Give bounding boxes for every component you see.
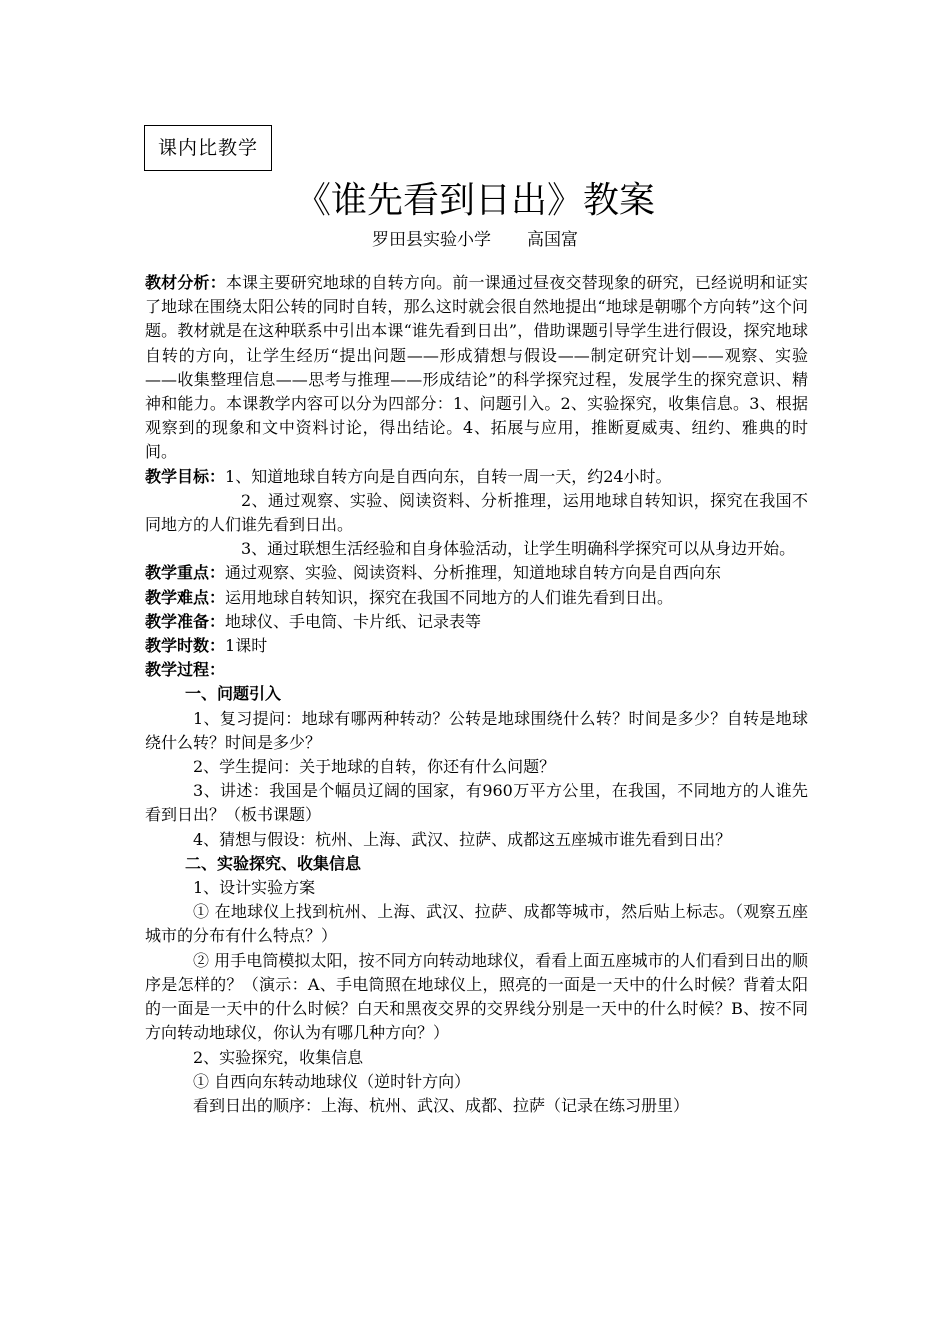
difficulty-line bbox=[145, 586, 808, 610]
list-item: 看到日出的顺序：上海、杭州、武汉、成都、拉萨（记录在练习册里） bbox=[193, 1095, 690, 1115]
page-title: 《谁先看到日出》教案 bbox=[294, 180, 655, 221]
list-item: 3、讲述：我国是个幅员辽阔的国家，有960万平方公里，在我国，不同地方的人谁先看到日出？（板书课题） bbox=[145, 781, 808, 825]
goal-item: 2、通过观察、实验、阅读资料、分析推理，运用地球自转知识，探究在我国不同地方的人们谁先看到日出。 bbox=[145, 490, 808, 535]
section-heading: 二、实验探究、收集信息 bbox=[185, 853, 362, 873]
duration-text: 1课时 bbox=[225, 636, 268, 656]
goal-item: 3、通过联想生活经验和自身体验活动，让学生明确科学探究可以从身边开始。 bbox=[241, 539, 796, 559]
section-heading: 一、问题引入 bbox=[185, 684, 282, 704]
list-item: 2、学生提问：关于地球的自转，你还有什么问题？ bbox=[193, 757, 556, 777]
difficulty-text: 运用地球自转知识，探究在我国不同地方的人们谁先看到日出。 bbox=[225, 587, 674, 607]
process-label: 教学过程： bbox=[145, 660, 226, 680]
author-name: 高国富 bbox=[527, 230, 578, 250]
list-item: ① 自西向东转动地球仪（逆时针方向） bbox=[193, 1071, 471, 1091]
list-item: 1、设计实验方案 bbox=[193, 878, 316, 898]
difficulty-label: 教学难点： bbox=[145, 587, 226, 607]
lesson-tag-box: 课内比教学 bbox=[144, 125, 272, 171]
list-item: 2、实验探究，收集信息 bbox=[193, 1047, 364, 1067]
key-point-line bbox=[145, 561, 808, 585]
goal-item bbox=[145, 465, 808, 489]
goals-label: 教学目标： bbox=[145, 466, 226, 486]
school-name: 罗田县实验小学 bbox=[372, 230, 491, 250]
goal-text: 1、知道地球自转方向是自西向东，自转一周一天，约24小时。 bbox=[225, 466, 672, 486]
list-item: 1、复习提问：地球有哪两种转动？公转是地球围绕什么转？时间是多少？自转是地球绕什么转？时间是多少？ bbox=[145, 708, 808, 752]
duration-line bbox=[145, 634, 808, 658]
preparation-text: 地球仪、手电筒、卡片纸、记录表等 bbox=[225, 611, 482, 631]
preparation-line bbox=[145, 610, 808, 634]
analysis-text: 本课主要研究地球的自转方向。前一课通过昼夜交替现象的研究，已经说明和证实了地球在围绕太阳公转的同时自转，那么这时就会很自然地提出“地球是朝哪个方向转”这个问题。教材就是在这种联系中引出本课“谁先看到日出”，借助课题引导学生进行假设，探究地球自转的方向，让学生经历“提出问题——形成猜想与假设——制定研究计划——观察、实验——收集整理信息——思考与推理——形成结论”的科学探究过程，发展学生的探究意识、精神和能力。本课教学内容可以分为四部分：1、问题引入。2、实验探究，收集信息。3、根据观察到的现象和文中资料讨论，得出结论。4、拓展与应用，推断夏威夷、纽约、雅典的时间。 bbox=[145, 273, 808, 462]
analysis-paragraph bbox=[145, 271, 808, 465]
list-item: 4、猜想与假设：杭州、上海、武汉、拉萨、成都这五座城市谁先看到日出？ bbox=[193, 829, 732, 849]
preparation-label: 教学准备： bbox=[145, 611, 226, 631]
list-item: ① 在地球仪上找到杭州、上海、武汉、拉萨、成都等城市，然后贴上标志。（观察五座城市的分布有什么特点？） bbox=[145, 902, 808, 946]
key-point-text: 通过观察、实验、阅读资料、分析推理，知道地球自转方向是自西向东 bbox=[225, 563, 722, 583]
process-label-line bbox=[145, 658, 808, 682]
list-item: ② 用手电筒模拟太阳，按不同方向转动地球仪，看看上面五座城市的人们看到日出的顺序是怎样的？（演示：A、手电筒照在地球仪上，照亮的一面是一天中的什么时候？背着太阳的一面是一天中的什么时候？白天和黑夜交界的交界线分别是一天中的什么时候？B、按不同方向转动地球仪，你认为有哪几种方向？） bbox=[145, 950, 808, 1043]
analysis-label: 教材分析： bbox=[145, 273, 226, 292]
key-point-label: 教学重点： bbox=[145, 563, 226, 583]
duration-label: 教学时数： bbox=[145, 636, 226, 656]
byline bbox=[0, 228, 950, 252]
lesson-plan-body bbox=[145, 271, 808, 1118]
